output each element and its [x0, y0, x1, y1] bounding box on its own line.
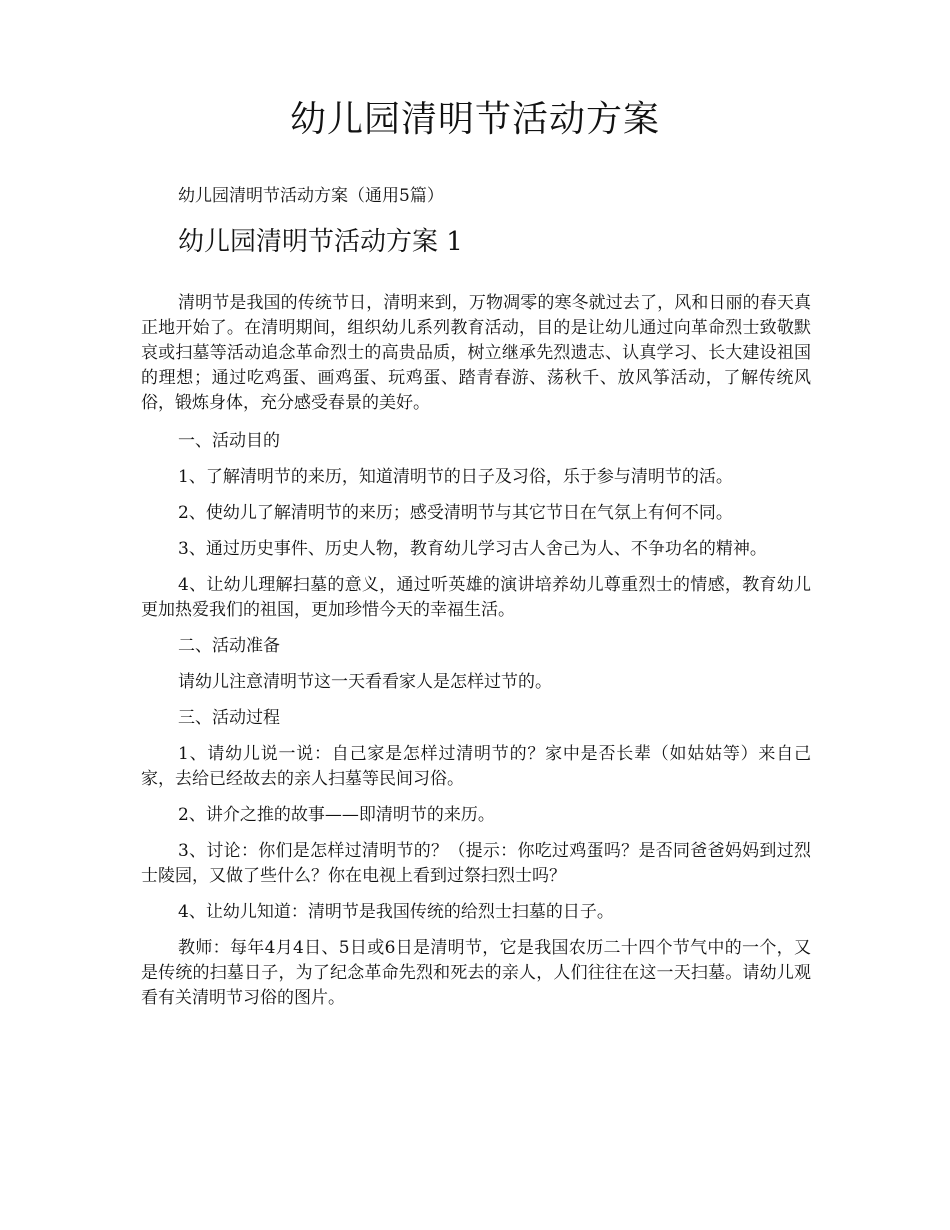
teacher-paragraph: 教师：每年4月4日、5日或6日是清明节，它是我国农历二十四个节气中的一个，又是传统的扫墓日子，为了纪念革命先烈和死去的亲人，人们往往在这一天扫墓。请幼儿观看有关清明节习俗的图片。	[141, 938, 811, 1008]
process-item: 4、让幼儿知道：清明节是我国传统的给烈士扫墓的日子。	[178, 902, 614, 922]
goal-item: 2、使幼儿了解清明节的来历；感受清明节与其它节日在气氛上有何不同。	[178, 503, 733, 523]
goal-item: 4、让幼儿理解扫墓的意义，通过听英雄的演讲培养幼儿尊重烈士的情感，教育幼儿更加热爱我们的祖国，更加珍惜今天的幸福生活。	[141, 575, 811, 620]
goal-item: 1、了解清明节的来历，知道清明节的日子及习俗，乐于参与清明节的活。	[178, 467, 733, 487]
section-heading: 幼儿园清明节活动方案 1	[178, 227, 463, 257]
goal-item: 3、通过历史事件、历史人物，教育幼儿学习古人舍己为人、不争功名的精神。	[178, 539, 767, 559]
prep-item: 请幼儿注意清明节这一天看看家人是怎样过节的。	[178, 672, 552, 692]
process-item: 3、讨论：你们是怎样过清明节的？（提示：你吃过鸡蛋吗？是否同爸爸妈妈到过烈士陵园，又做了些什么？你在电视上看到过祭扫烈士吗？	[141, 841, 811, 886]
heading-activity-prep: 二、活动准备	[178, 636, 280, 656]
document-body	[141, 291, 811, 1022]
document-subtitle: 幼儿园清明节活动方案（通用5篇）	[178, 186, 444, 206]
heading-activity-goals: 一、活动目的	[178, 431, 280, 451]
process-item: 2、讲介之推的故事——即清明节的来历。	[178, 805, 495, 825]
intro-paragraph: 清明节是我国的传统节日，清明来到，万物凋零的寒冬就过去了，风和日丽的春天真正地开始了。在清明期间，组织幼儿系列教育活动，目的是让幼儿通过向革命烈士致敬默哀或扫墓等活动追念革命烈士的高贵品质，树立继承先烈遗志、认真学习、长大建设祖国的理想；通过吃鸡蛋、画鸡蛋、玩鸡蛋、踏青春游、荡秋千、放风筝活动，了解传统风俗，锻炼身体，充分感受春景的美好。	[141, 293, 811, 413]
document-title: 幼儿园清明节活动方案	[289, 99, 660, 140]
heading-activity-process: 三、活动过程	[178, 708, 280, 728]
process-item: 1、请幼儿说一说：自己家是怎样过清明节的？家中是否长辈（如姑姑等）来自己家，去给已经故去的亲人扫墓等民间习俗。	[141, 744, 811, 789]
